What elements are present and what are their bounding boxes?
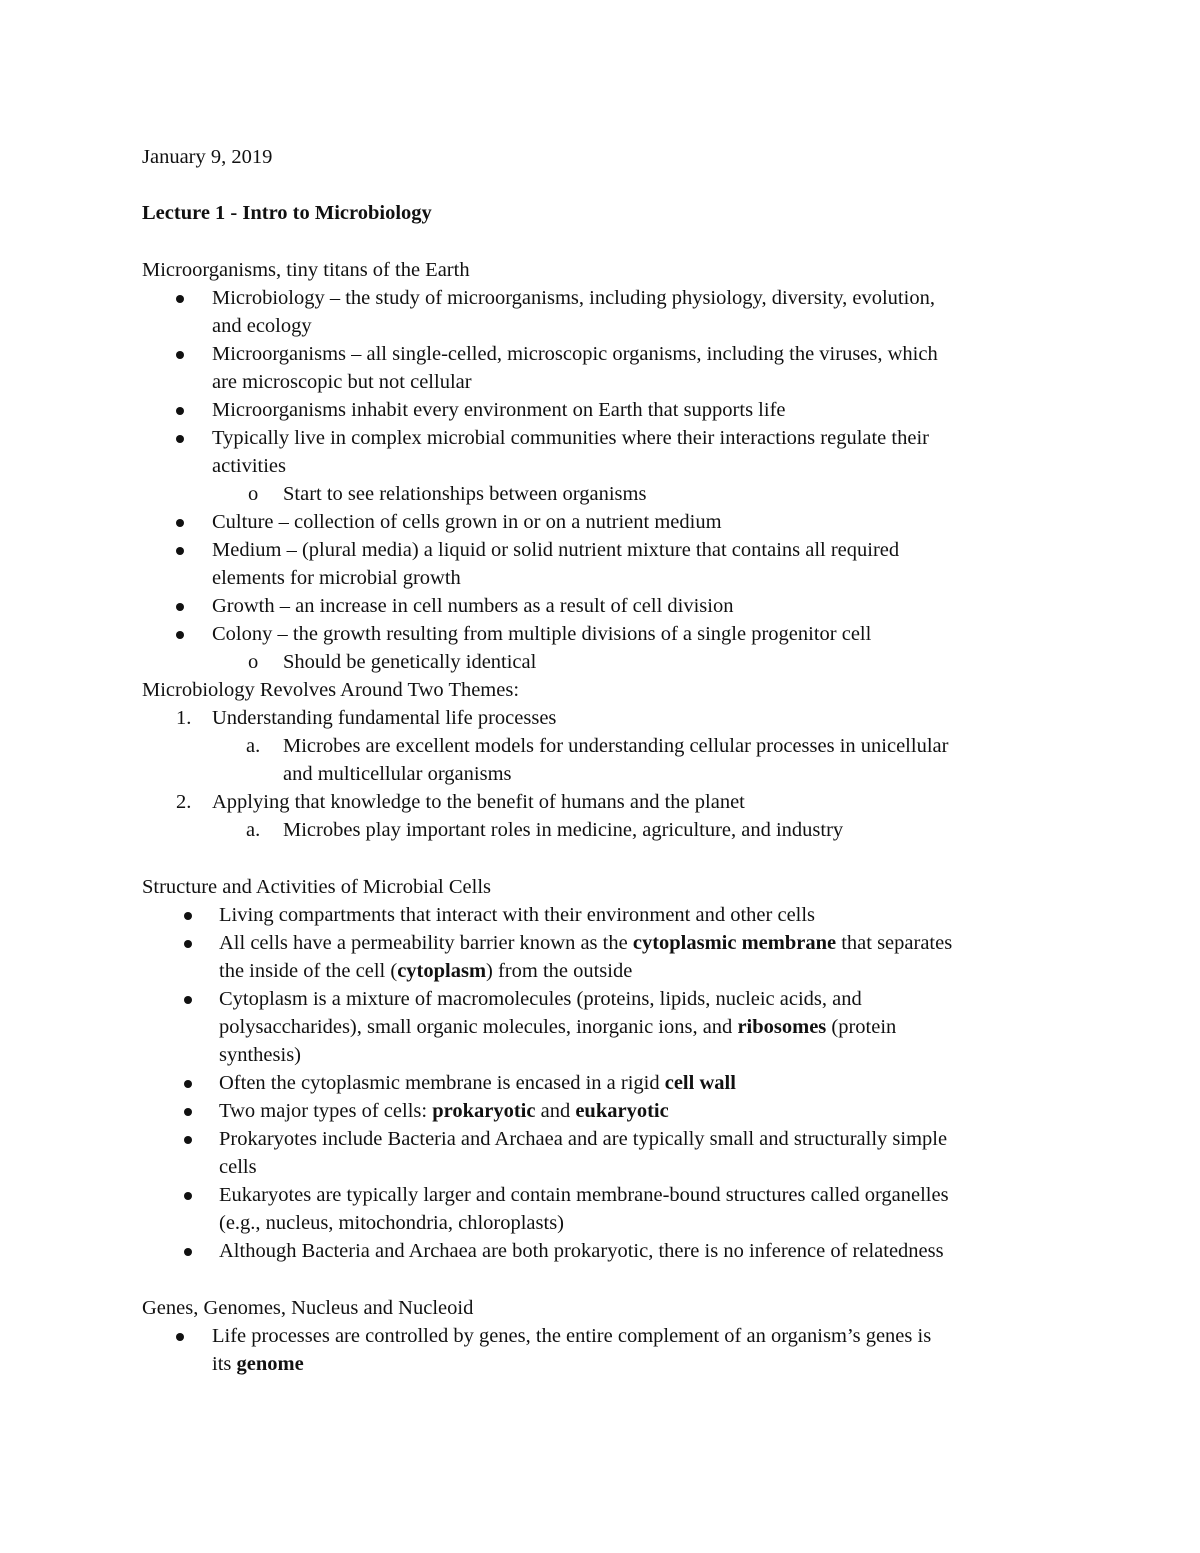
text-run: Often the cytoplasmic membrane is encased in a rigid [219,1072,665,1094]
bullet-icon [184,996,192,1004]
list-item-continuation [219,1015,896,1039]
bold-term: prokaryotic [432,1100,536,1122]
list-item-continuation: cells [219,1156,257,1178]
bold-term: genome [236,1353,304,1375]
list-item: Growth – an increase in cell numbers as a result of cell division [212,595,734,617]
bold-term: ribosomes [737,1016,827,1038]
list-letter: a. [246,735,261,757]
list-letter: a. [246,819,261,841]
list-item: Microorganisms inhabit every environment on Earth that supports life [212,399,786,421]
list-item: Living compartments that interact with their environment and other cells [219,904,816,926]
list-item: Cytoplasm is a mixture of macromolecules (proteins, lipids, nucleic acids, and [219,988,862,1010]
sub-bullet-marker: o [248,483,259,505]
page-title: Lecture 1 - Intro to Microbiology [142,202,432,224]
bullet-icon [184,1080,192,1088]
list-item [219,1099,669,1123]
text-run: that separates [836,932,953,954]
section-heading-microorganisms: Microorganisms, tiny titans of the Earth [142,259,470,281]
bullet-icon [176,547,184,555]
section-heading-structure: Structure and Activities of Microbial Cells [142,876,492,898]
text-run: the inside of the cell ( [219,960,398,982]
text-run: polysaccharides), small organic molecules, inorganic ions, and [219,1016,738,1038]
list-item: Although Bacteria and Archaea are both prokaryotic, there is no inference of relatedness [219,1240,944,1262]
list-item: Microbiology – the study of microorganisms, including physiology, diversity, evolution, [212,287,935,309]
sub-bullet-marker: o [248,651,259,673]
section-heading-genes: Genes, Genomes, Nucleus and Nucleoid [142,1297,474,1319]
lettered-item-continuation: and multicellular organisms [283,763,512,785]
list-item [219,931,952,955]
lettered-item: Microbes are excellent models for understanding cellular processes in unicellular [283,735,949,757]
list-item: Eukaryotes are typically larger and contain membrane-bound structures called organelles [219,1184,949,1206]
list-item-continuation: and ecology [212,315,312,337]
list-item: Typically live in complex microbial communities where their interactions regulate their [212,427,929,449]
document-date: January 9, 2019 [142,146,273,168]
text-run: Two major types of cells: [219,1100,433,1122]
list-item-continuation [219,959,632,983]
list-item-continuation: elements for microbial growth [212,567,461,589]
bold-term: cytoplasmic membrane [632,932,837,954]
bullet-icon [184,1136,192,1144]
list-item: Colony – the growth resulting from multiple divisions of a single progenitor cell [212,623,872,645]
sub-list-item: Should be genetically identical [283,651,537,673]
bold-term: cell wall [664,1072,736,1094]
list-item-continuation: (e.g., nucleus, mitochondria, chloroplasts) [219,1212,564,1234]
bold-term: cytoplasm [397,960,487,982]
bullet-icon [176,631,184,639]
bullet-icon [176,407,184,415]
text-run: All cells have a permeability barrier known as the [219,932,633,954]
bullet-icon [184,1108,192,1116]
bullet-icon [176,351,184,359]
numbered-item: Applying that knowledge to the benefit of humans and the planet [212,791,745,813]
bullet-icon [176,295,184,303]
list-item-continuation: synthesis) [219,1044,301,1066]
list-item: Microorganisms – all single-celled, microscopic organisms, including the viruses, which [212,343,938,365]
list-number: 2. [176,791,192,813]
bullet-icon [184,912,192,920]
numbered-item: Understanding fundamental life processes [212,707,557,729]
bullet-icon [176,1333,184,1341]
bullet-icon [176,435,184,443]
bullet-icon [184,1192,192,1200]
list-item-continuation: activities [212,455,287,477]
list-item: Prokaryotes include Bacteria and Archaea and are typically small and structurally simple [219,1128,948,1150]
bullet-icon [184,940,192,948]
bullet-icon [176,603,184,611]
list-number: 1. [176,707,192,729]
bullet-icon [176,519,184,527]
list-item: Culture – collection of cells grown in or on a nutrient medium [212,511,722,533]
text-run: (protein [826,1016,897,1038]
text-run: its [212,1353,237,1375]
lettered-item: Microbes play important roles in medicine, agriculture, and industry [283,819,844,841]
bold-term: eukaryotic [575,1100,669,1122]
list-item: Medium – (plural media) a liquid or solid nutrient mixture that contains all required [212,539,900,561]
list-item [219,1071,736,1095]
text-run: and [535,1100,576,1122]
list-item-continuation: are microscopic but not cellular [212,371,472,393]
list-item-continuation [212,1352,304,1376]
text-run: ) from the outside [486,960,633,982]
section-heading-themes: Microbiology Revolves Around Two Themes: [142,679,520,701]
sub-list-item: Start to see relationships between organisms [283,483,647,505]
list-item: Life processes are controlled by genes, the entire complement of an organism’s genes is [212,1325,932,1347]
bullet-icon [184,1248,192,1256]
